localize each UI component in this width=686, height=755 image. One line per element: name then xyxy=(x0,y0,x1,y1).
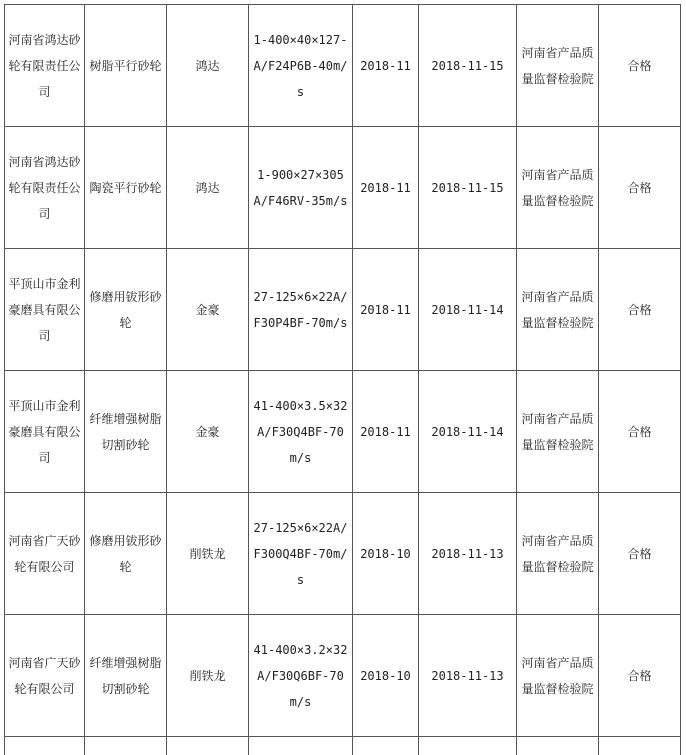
result-cell: 合格 xyxy=(599,5,681,127)
spec-cell: 1-900×27×305A/F46RV-35m/s xyxy=(249,127,353,249)
table-row xyxy=(5,249,681,371)
brand-cell: 金豪 xyxy=(167,249,249,371)
sampling-date-cell: 2018-11-13 xyxy=(419,493,517,615)
company-cell: 河南省广天砂轮有限公司 xyxy=(5,493,85,615)
empty-cell xyxy=(419,737,517,755)
sampling-date-cell: 2018-11-14 xyxy=(419,249,517,371)
spec-cell: 41-400×3.5×32A/F30Q4BF-70m/s xyxy=(249,371,353,493)
table-row xyxy=(5,493,681,615)
company-cell: 河南省广天砂轮有限公司 xyxy=(5,615,85,737)
institution-cell: 河南省产品质量监督检验院 xyxy=(517,127,599,249)
production-date-cell: 2018-10 xyxy=(353,615,419,737)
sampling-date-cell: 2018-11-13 xyxy=(419,615,517,737)
sampling-date-cell: 2018-11-15 xyxy=(419,5,517,127)
table-row-partial xyxy=(5,737,681,755)
empty-cell xyxy=(5,737,85,755)
empty-cell xyxy=(517,737,599,755)
empty-cell xyxy=(353,737,419,755)
result-cell: 合格 xyxy=(599,493,681,615)
result-cell: 合格 xyxy=(599,127,681,249)
empty-cell xyxy=(249,737,353,755)
result-cell: 合格 xyxy=(599,371,681,493)
institution-cell: 河南省产品质量监督检验院 xyxy=(517,5,599,127)
sampling-date-cell: 2018-11-14 xyxy=(419,371,517,493)
table-row xyxy=(5,127,681,249)
table-row xyxy=(5,371,681,493)
product-cell: 修磨用钹形砂轮 xyxy=(85,249,167,371)
production-date-cell: 2018-11 xyxy=(353,249,419,371)
production-date-cell: 2018-11 xyxy=(353,371,419,493)
brand-cell: 削铁龙 xyxy=(167,493,249,615)
product-cell: 树脂平行砂轮 xyxy=(85,5,167,127)
production-date-cell: 2018-11 xyxy=(353,127,419,249)
spec-cell: 27-125×6×22A/F30P4BF-70m/s xyxy=(249,249,353,371)
empty-cell xyxy=(167,737,249,755)
company-cell: 河南省鸿达砂轮有限责任公司 xyxy=(5,127,85,249)
sampling-results-table xyxy=(4,4,681,755)
spec-cell: 1-400×40×127-A/F24P6B-40m/s xyxy=(249,5,353,127)
empty-cell xyxy=(85,737,167,755)
company-cell: 河南省鸿达砂轮有限责任公司 xyxy=(5,5,85,127)
result-cell: 合格 xyxy=(599,249,681,371)
company-cell: 平顶山市金利豪磨具有限公司 xyxy=(5,371,85,493)
brand-cell: 金豪 xyxy=(167,371,249,493)
spec-cell: 27-125×6×22A/F300Q4BF-70m/s xyxy=(249,493,353,615)
product-cell: 修磨用钹形砂轮 xyxy=(85,493,167,615)
brand-cell: 鸿达 xyxy=(167,127,249,249)
spec-cell: 41-400×3.2×32A/F30Q6BF-70m/s xyxy=(249,615,353,737)
result-cell: 合格 xyxy=(599,615,681,737)
institution-cell: 河南省产品质量监督检验院 xyxy=(517,615,599,737)
product-cell: 纤维增强树脂切割砂轮 xyxy=(85,371,167,493)
product-cell: 纤维增强树脂切割砂轮 xyxy=(85,615,167,737)
brand-cell: 鸿达 xyxy=(167,5,249,127)
production-date-cell: 2018-11 xyxy=(353,5,419,127)
production-date-cell: 2018-10 xyxy=(353,493,419,615)
institution-cell: 河南省产品质量监督检验院 xyxy=(517,371,599,493)
empty-cell xyxy=(599,737,681,755)
sampling-date-cell: 2018-11-15 xyxy=(419,127,517,249)
institution-cell: 河南省产品质量监督检验院 xyxy=(517,493,599,615)
table-row xyxy=(5,615,681,737)
company-cell: 平顶山市金利豪磨具有限公司 xyxy=(5,249,85,371)
product-cell: 陶瓷平行砂轮 xyxy=(85,127,167,249)
brand-cell: 削铁龙 xyxy=(167,615,249,737)
institution-cell: 河南省产品质量监督检验院 xyxy=(517,249,599,371)
table-row xyxy=(5,5,681,127)
